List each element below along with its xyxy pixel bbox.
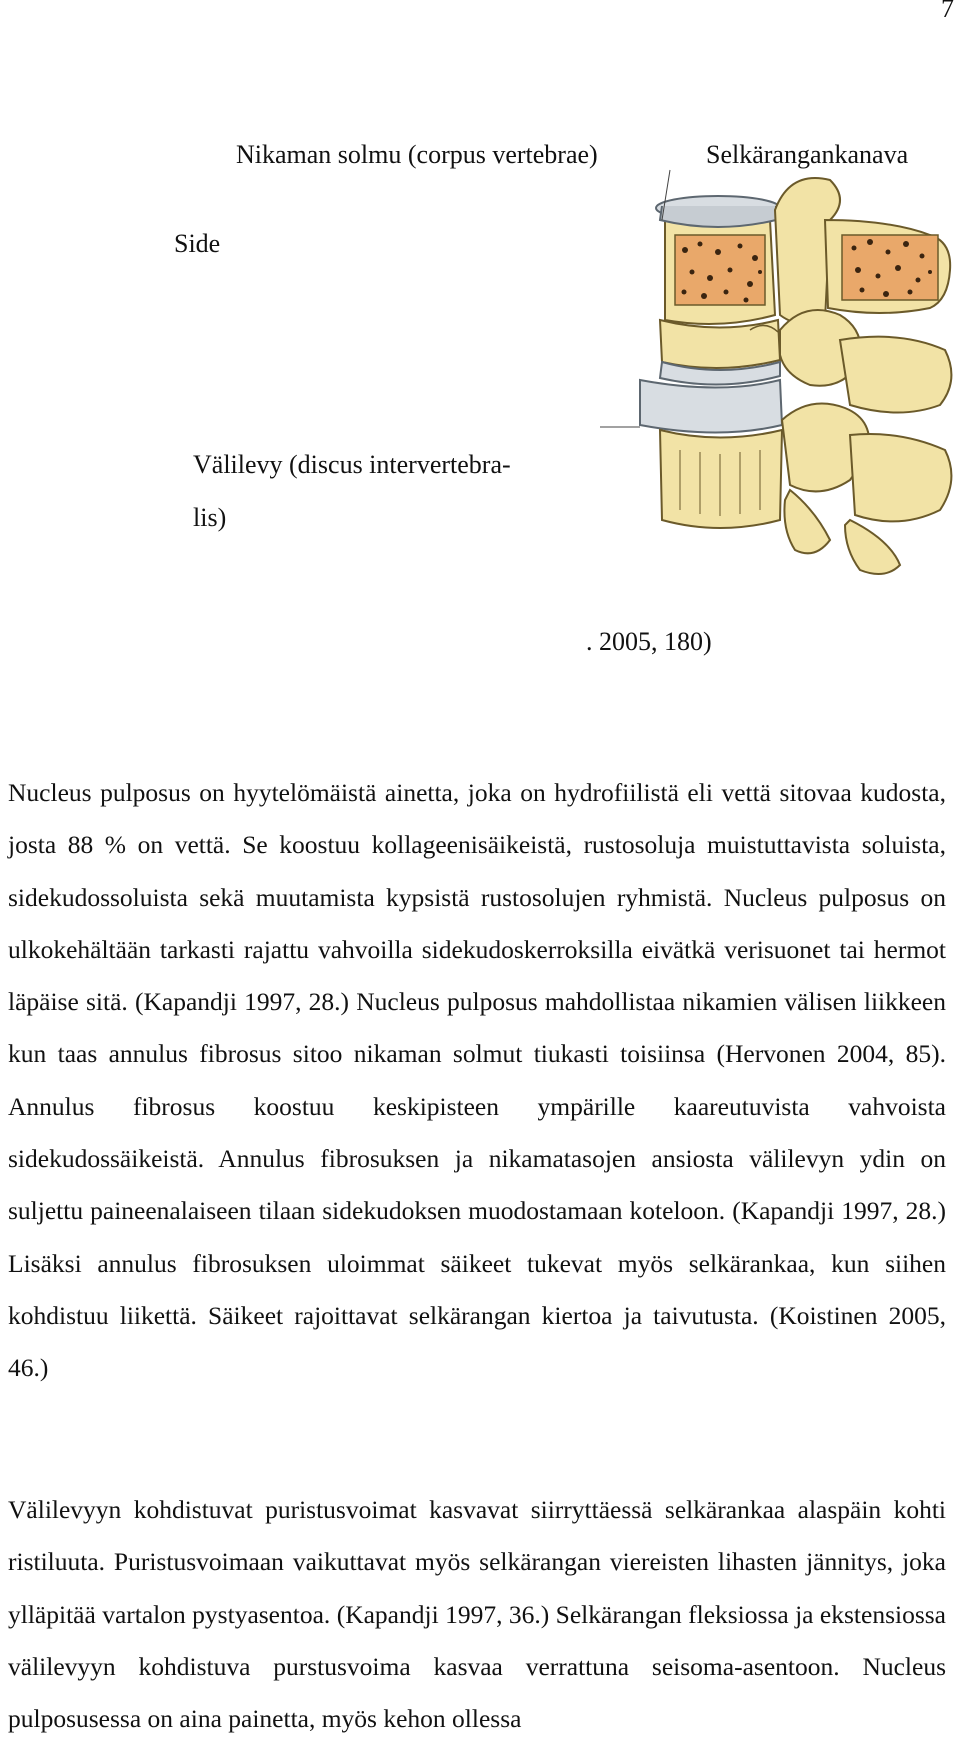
paragraph-text: Välilevyyn kohdistuvat puristusvoimat kasvavat siirryttäessä selkärankaa alaspäin kohti ristiluuta. Puristusvoimaan vaikuttavat myös selkärangan viereisten lihasten jännitys, joka ylläpitää vartalon pystyasentoa. (Kapandji 1997, 36.) Selkärangan fleksiossa ja ekstensiossa välilevyyn kohdistuva purstusvoima kasvaa verrattuna seisoma-asentoon. Nucleus pulposusessa on aina painetta, myös kehon ollessa <box>8 1495 946 1734</box>
page-number: 7 <box>941 0 954 23</box>
middle-disc <box>660 320 780 385</box>
upper-disc <box>656 196 780 227</box>
upper-posterior-elements <box>775 178 950 324</box>
figure-caption: . 2005, 180) <box>586 627 712 656</box>
paragraph-text: Nucleus pulposus on hyytelömäistä ainetta, joka on hydrofiilistä eli vettä sitovaa kudosta, josta 88 % on vettä. Se koostuu kollageenisäikeistä, rustosoluja muistuttavista soluista, sidekudossoluista sekä muutamista kypsistä rustosolujen ryhmistä. Nucleus pulposus on ulkokehältään tarkasti rajattu vahvoilla sidekudoskerroksilla eivätkä verisuonet tai hermot läpäise sitä. (Kapandji 1997, 28.) Nucleus pulposus mahdollistaa nikamien välisen liikkeen kun taas annulus fibrosus sitoo nikaman solmut tiukasti toisiinsa (Hervonen 2004, 85). Annulus fibrosus koostuu keskipisteen ympärille kaareutuvista vahvoista sidekudossäikeistä. Annulus fibrosuksen ja nikamatasojen ansiosta välilevyn ydin on suljettu paineenalaiseen tilaan sidekudoksen muodostamaan koteloon. (Kapandji 1997, 28.) Lisäksi annulus fibrosuksen uloimmat säikeet tukevat myös selkärankaa, kun siihen kohdistuu liikettä. Säikeet rajoittavat selkärangan kiertoa ja taivutusta. (Koistinen 2005, 46.) <box>8 778 946 1383</box>
intervertebral-disc-label-line1: Välilevy (discus intervertebra- <box>193 450 511 479</box>
lower-vertebral-body <box>640 380 782 528</box>
intervertebral-disc-label-line2: lis) <box>193 503 227 532</box>
spinal-canal-label: Selkärangankanava <box>706 140 909 169</box>
paragraph-compression-forces <box>8 1484 946 1745</box>
side-label-fragment: Side <box>174 229 221 258</box>
lower-posterior-elements <box>782 404 951 574</box>
upper-vertebral-body <box>665 215 775 324</box>
vertebral-body-label: Nikaman solmu (corpus vertebrae) <box>236 140 598 169</box>
spine-illustration <box>600 180 960 600</box>
paragraph-nucleus-pulposus <box>8 767 946 1395</box>
